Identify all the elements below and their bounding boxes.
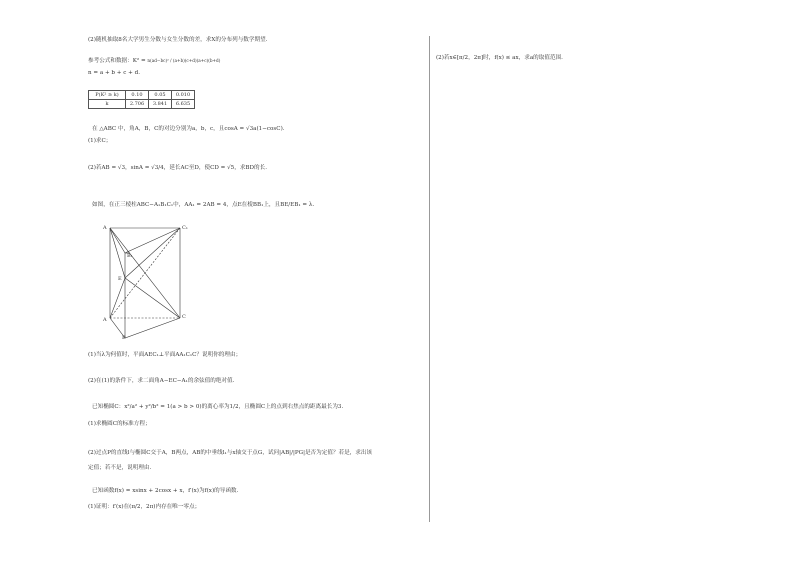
ellipse-q2-cont: 定值；若不是，说明理由. bbox=[88, 465, 152, 471]
stat-question-2: (2)随机抽取8名大学男生分数与女生分数的差，求X的分布列与数学期望. bbox=[88, 37, 268, 43]
ellipse-stem: 已知椭圆C：x²/a² + y²/b² = 1(a > b > 0)的离心率为1/2，且椭圆C上的点到右焦点的距离最长为3. bbox=[92, 404, 344, 410]
function-q2: (2)若x∈[π/2，2π]时，f(x) ≤ ax，求a的取值范围. bbox=[436, 55, 563, 61]
table-cell: 0.05 bbox=[149, 91, 172, 100]
table-cell: P(K² ≥ k) bbox=[89, 91, 126, 100]
table-cell: k bbox=[89, 100, 126, 109]
label-A: A bbox=[103, 317, 107, 323]
table-cell: 0.010 bbox=[172, 91, 195, 100]
n-definition: n = a + b + c + d. bbox=[88, 70, 140, 76]
ellipse-q1: (1)求椭圆C的标准方程； bbox=[88, 421, 151, 427]
table-cell: 3.841 bbox=[149, 100, 172, 109]
table-row bbox=[89, 100, 195, 109]
formula-label bbox=[88, 57, 220, 65]
function-stem: 已知函数f(x) = xsinx + 2cosx + x，f′(x)为f(x)的导函数. bbox=[92, 488, 239, 494]
table-cell: 2.706 bbox=[126, 100, 149, 109]
column-divider bbox=[429, 36, 430, 522]
function-q1: (1)证明：f′(x)在(π/2，2π)内存在唯一零点； bbox=[88, 504, 201, 510]
table-cell: 0.10 bbox=[126, 91, 149, 100]
label-A1: A bbox=[103, 225, 107, 231]
formula-fraction: n(ad−bc)² / (a+b)(c+d)(a+c)(b+d) bbox=[147, 58, 221, 63]
triangle-stem: 在 △ABC 中，角A，B，C的对边分别为a，b，c，且cosA = √3a(1−cosC). bbox=[92, 126, 285, 132]
prism-stem: 如图，在正三棱柱ABC−A₁B₁C₁中，AA₁ = 2AB = 4，点E在棱BB₁上，且BE/EB₁ = λ. bbox=[92, 202, 315, 208]
label-C: C bbox=[182, 314, 186, 320]
prism-q1: (1)当λ为何值时，平面AEC₁⊥平面AA₁C₁C？说明你的理由； bbox=[88, 352, 242, 358]
table-cell: 6.635 bbox=[172, 100, 195, 109]
label-B: B bbox=[122, 335, 126, 340]
critical-value-table bbox=[88, 90, 195, 109]
triangle-q1: (1)求C； bbox=[88, 138, 112, 144]
formula-label-text: 参考公式和数据：K² = bbox=[88, 58, 146, 64]
ellipse-q2: (2)过点P的直线l与椭圆C交于A，B两点，AB的中垂线l₁与x轴交于点G，试问|AB|/|PG|是否为定值？若是，求出该 bbox=[88, 450, 373, 456]
prism-q2: (2)在(1)的条件下，求二面角A−EC−A₁的余弦值的绝对值. bbox=[88, 378, 235, 384]
triangle-q2: (2)若AB = √3，sinA = √3/4，延长AC至D，使CD = √5，求BD的长. bbox=[88, 165, 267, 171]
label-E: E bbox=[118, 276, 122, 282]
table-row bbox=[89, 91, 195, 100]
prism-figure bbox=[100, 220, 190, 340]
label-C1: C₁ bbox=[182, 225, 188, 231]
label-B1: B₁ bbox=[127, 253, 133, 259]
